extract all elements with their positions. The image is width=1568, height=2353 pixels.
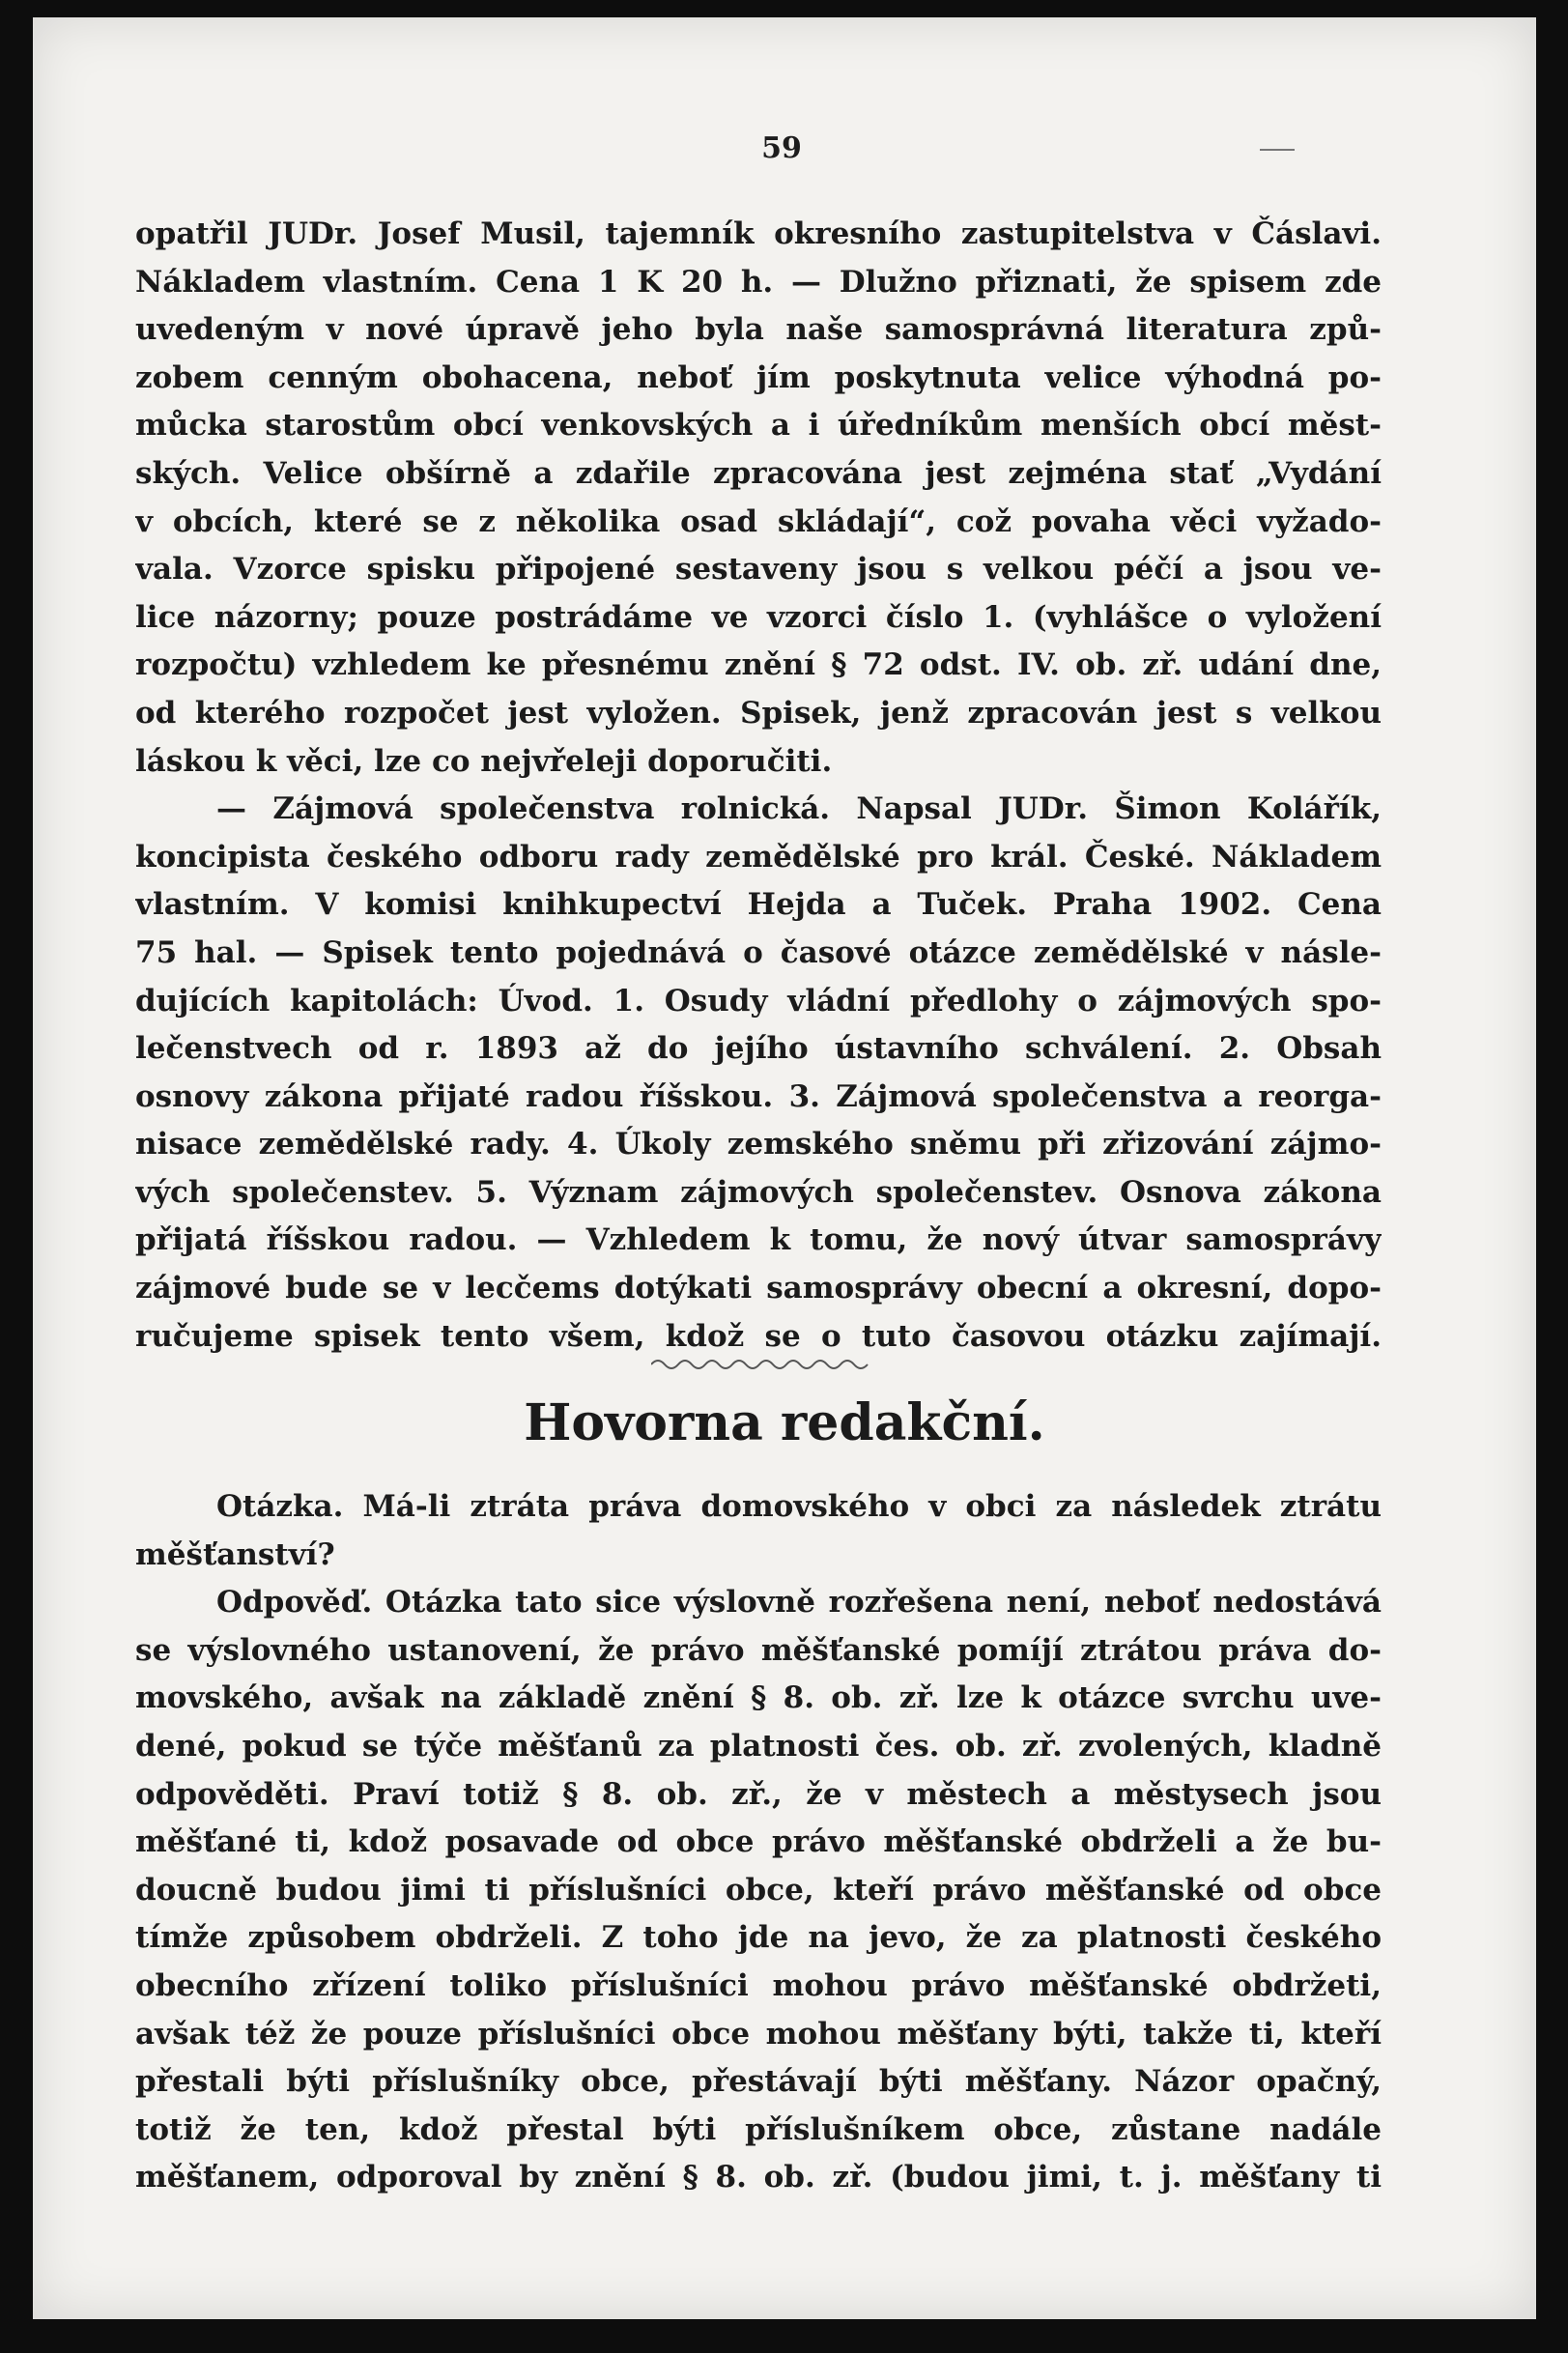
text-line: měšťané ti, kdož posavade od obce právo měšťanské obdrželi a že bu-	[135, 1824, 1382, 1860]
text-line: obecního zřízení toliko příslušníci mohou právo měšťanské obdržeti,	[135, 1967, 1382, 2003]
text-line: koncipista českého odboru rady zemědělské pro král. České. Nákladem	[135, 839, 1382, 875]
page-number: 59	[761, 131, 802, 165]
text-line: ských. Velice obšírně a zdařile zpracována jest zejména stať „Vydání	[135, 455, 1382, 491]
text-line: zobem cenným obohacena, neboť jím poskytnuta velice výhodná po-	[135, 359, 1382, 395]
text-line: měšťanství?	[135, 1536, 335, 1572]
text-line: opatřil JUDr. Josef Musil, tajemník okresního zastupitelstva v Čáslavi.	[135, 216, 1382, 251]
text-line: dujících kapitolách: Úvod. 1. Osudy vládní předlohy o zájmových spo-	[135, 983, 1382, 1019]
text-line: rozpočtu) vzhledem ke přesnému znění § 72 odst. IV. ob. zř. udání dne,	[135, 647, 1382, 683]
text-line: tímže způsobem obdrželi. Z toho jde na jevo, že za platnosti českého	[135, 1920, 1382, 1956]
qa-text	[135, 1483, 1382, 2202]
text-line: láskou k věci, lze co nejvřeleji doporučiti.	[135, 743, 833, 779]
text-line: přestali býti příslušníky obce, přestávají býti měšťany. Názor opačný,	[135, 2064, 1382, 2100]
text-line: lice názorny; pouze postrádáme ve vzorci číslo 1. (vyhlášce o vyložení	[135, 599, 1382, 635]
text-line: vých společenstev. 5. Význam zájmových společenstev. Osnova zákona	[135, 1174, 1382, 1210]
text-line: Otázka. Má-li ztráta práva domovského v obci za následek ztrátu	[216, 1489, 1382, 1524]
text-line: Odpověď. Otázka tato sice výslovně rozřešena není, neboť nedostává	[216, 1585, 1382, 1621]
text-line: 75 hal. — Spisek tento pojednává o časové otázce zemědělské v násle-	[135, 934, 1382, 970]
text-line: se výslovného ustanovení, že právo měšťanské pomíjí ztrátou práva do-	[135, 1632, 1382, 1668]
margin-mark	[1260, 149, 1295, 151]
text-line: měšťanem, odporoval by znění § 8. ob. zř. (budou jimi, t. j. měšťany ti	[135, 2160, 1382, 2195]
text-line: vlastním. V komisi knihkupectví Hejda a Tuček. Praha 1902. Cena	[135, 887, 1382, 923]
text-line: avšak též že pouze příslušníci obce mohou měšťany býti, takže ti, kteří	[135, 2016, 1382, 2052]
text-line: dené, pokud se týče měšťanů za platnosti čes. ob. zř. zvolených, kladně	[135, 1728, 1382, 1764]
text-line: v obcích, které se z několika osad skládají“, což povaha věci vyžado-	[135, 503, 1382, 539]
text-line: movského, avšak na základě znění § 8. ob. zř. lze k otázce svrchu uve-	[135, 1680, 1382, 1716]
text-line: můcka starostům obcí venkovských a i úředníkům menších obcí měst-	[135, 408, 1382, 444]
text-line: osnovy zákona přijaté radou říšskou. 3. Zájmová společenstva a reorga-	[135, 1078, 1382, 1114]
review-text	[135, 211, 1382, 1361]
text-line: zájmové bude se v lecčems dotýkati samosprávy obecní a okresní, dopo-	[135, 1271, 1382, 1306]
text-line: vala. Vzorce spisku připojené sestaveny jsou s velkou péčí a jsou ve-	[135, 552, 1382, 588]
text-line: odpověděti. Praví totiž § 8. ob. zř., že v městech a městysech jsou	[135, 1776, 1382, 1812]
text-line: — Zájmová společenstva rolnická. Napsal JUDr. Šimon Kolářík,	[216, 791, 1382, 827]
wavy-divider	[651, 1355, 873, 1374]
text-line: lečenstvech od r. 1893 až do jejího ústavního schválení. 2. Obsah	[135, 1031, 1382, 1067]
section-heading: Hovorna redakční.	[524, 1393, 1045, 1452]
text-line: nisace zemědělské rady. 4. Úkoly zemského sněmu při zřizování zájmo-	[135, 1127, 1382, 1162]
text-line: od kterého rozpočet jest vyložen. Spisek, jenž zpracován jest s velkou	[135, 695, 1382, 731]
text-line: doucně budou jimi ti příslušníci obce, kteří právo měšťanské od obce	[135, 1872, 1382, 1908]
text-line: přijatá říšskou radou. — Vzhledem k tomu, že nový útvar samosprávy	[135, 1222, 1382, 1258]
text-line: totiž že ten, kdož přestal býti příslušníkem obce, zůstane nadále	[135, 2111, 1382, 2147]
text-line: ručujeme spisek tento všem, kdož se o tuto časovou otázku zajímají.	[135, 1318, 1382, 1354]
text-line: Nákladem vlastním. Cena 1 K 20 h. — Dlužno přiznati, že spisem zde	[135, 264, 1382, 300]
book-page	[33, 17, 1536, 2319]
text-line: uvedeným v nové úpravě jeho byla naše samosprávná literatura způ-	[135, 312, 1382, 348]
